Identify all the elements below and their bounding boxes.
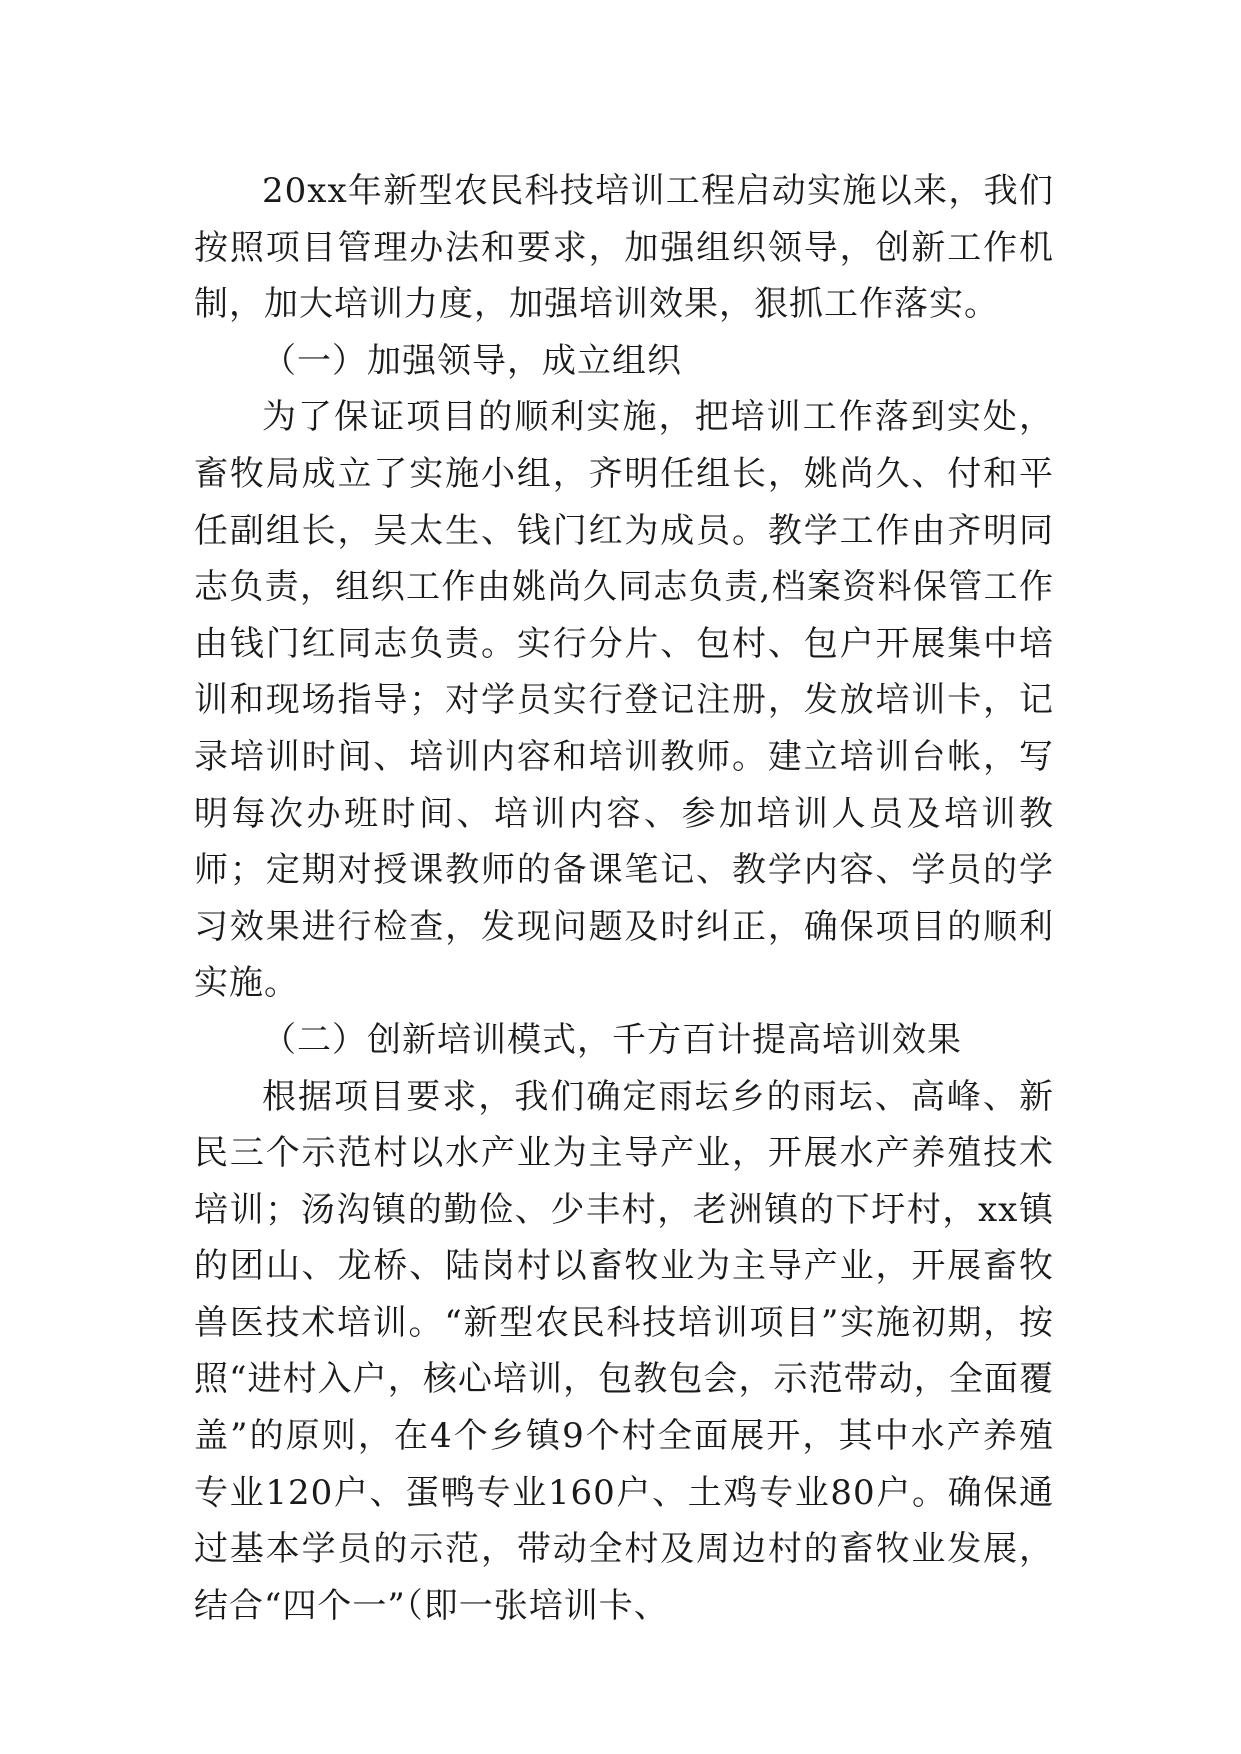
document-page — [194, 163, 1054, 1634]
intro-paragraph: 20xx年新型农民科技培训工程启动实施以来，我们按照项目管理办法和要求，加强组织领导，创新工作机制，加大培训力度，加强培训效果，狠抓工作落实。 — [194, 171, 1054, 325]
section-2-body: 根据项目要求，我们确定雨坛乡的雨坛、高峰、新民三个示范村以水产业为主导产业，开展水产养殖技术培训；汤沟镇的勤俭、少丰村，老洲镇的下圩村，xx镇的团山、龙桥、陆岗村以畜牧业为主导产业，开展畜牧兽医技术培训。“新型农民科技培训项目”实施初期，按照“进村入户，核心培训，包教包会，示范带动，全面覆盖”的原则，在4个乡镇9个村全面展开，其中水产养殖专业120户、蛋鸭专业160户、土鸡专业80户。确保通过基本学员的示范，带动全村及周边村的畜牧业发展，结合“四个一”（即一张培训卡、 — [194, 1076, 1054, 1626]
section-2-heading: （二）创新培训模式，千方百计提高培训效果 — [262, 1019, 962, 1060]
section-1-heading: （一）加强领导，成立组织 — [262, 340, 682, 381]
section-1-body: 为了保证项目的顺利实施，把培训工作落到实处，畜牧局成立了实施小组，齐明任组长，姚尚久、付和平任副组长，吴太生、钱门红为成员。教学工作由齐明同志负责，组织工作由姚尚久同志负责,档案资料保管工作由钱门红同志负责。实行分片、包村、包户开展集中培训和现场指导；对学员实行登记注册，发放培训卡，记录培训时间、培训内容和培训教师。建立培训台帐，写明每次办班时间、培训内容、参加培训人员及培训教师；定期对授课教师的备课笔记、教学内容、学员的学习效果进行检查，发现问题及时纠正，确保项目的顺利实施。 — [194, 397, 1054, 1004]
